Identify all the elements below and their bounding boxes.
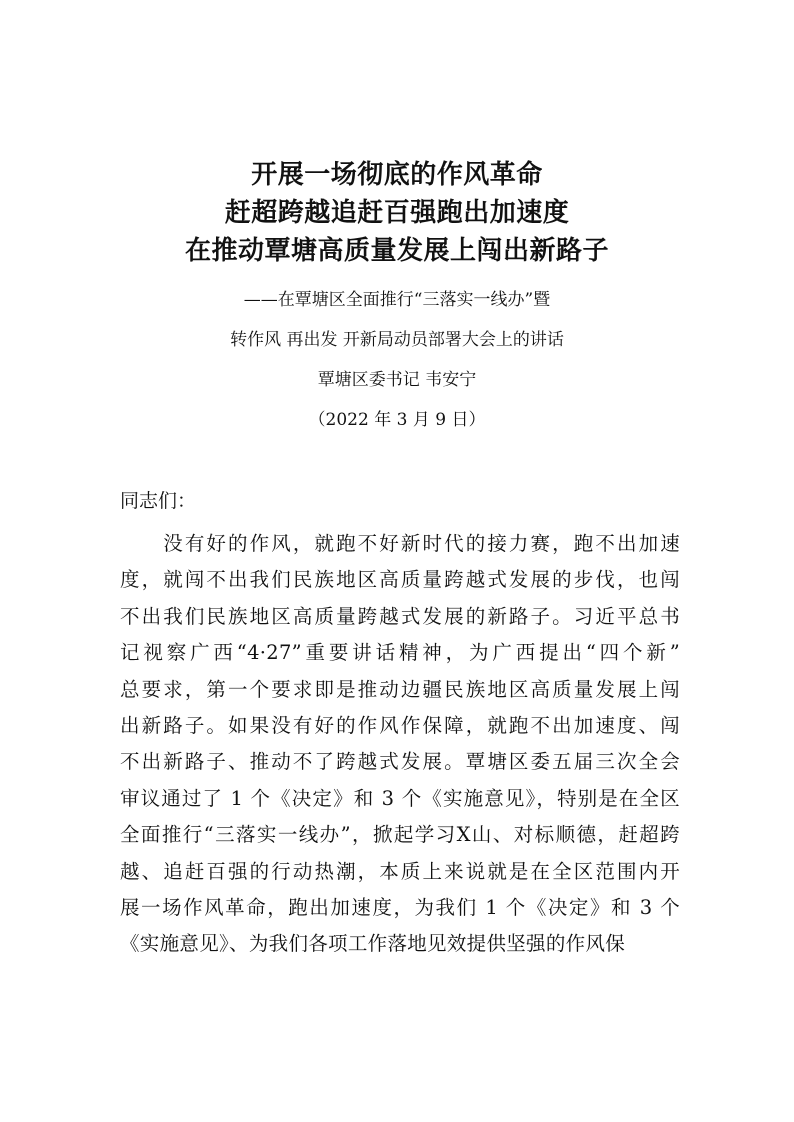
speech-title	[0, 156, 794, 270]
body-line: 《实施意见》、为我们各项工作落地见效提供坚强的作风保	[120, 932, 626, 956]
body-line: 不出我们民族地区高质量跨越式发展的新路子。习近平总书	[120, 604, 680, 628]
greeting: 同志们：	[120, 490, 197, 512]
speaker-line: 覃塘区委书记 韦安宁	[317, 370, 477, 390]
body-line: 展一场作风革命，跑出加速度，为我们 1 个《决定》和 3 个	[120, 896, 680, 920]
body-line: 没有好的作风，就跑不好新时代的接力赛，跑不出加速	[120, 532, 680, 555]
body-line: 审议通过了 1 个《决定》和 3 个《实施意见》，特别是在全区	[120, 786, 680, 810]
date-line: （2022 年 3 月 9 日）	[308, 410, 486, 430]
title-line-2: 赶超跨越追赶百强跑出加速度	[224, 198, 570, 228]
body-line: 全面推行“三落实一线办”，掀起学习X山、对标顺德，赶超跨	[120, 823, 680, 847]
title-line-1: 开展一场彻底的作风革命	[251, 160, 543, 190]
speech-subtitle	[0, 280, 794, 440]
title-line-3: 在推动覃塘高质量发展上闯出新路子	[184, 236, 609, 266]
body-line: 不出新路子、推动不了跨越式发展。覃塘区委五届三次全会	[120, 750, 680, 774]
body-line: 出新路子。如果没有好的作风作保障，就跑不出加速度、闯	[120, 714, 680, 738]
body-line: 度，就闯不出我们民族地区高质量跨越式发展的步伐，也闯	[120, 568, 680, 592]
body-line: 记视察广西“4·27”重要讲话精神，为广西提出“四个新”	[120, 641, 680, 665]
subtitle-occasion-line-2: 转作风 再出发 开新局动员部署大会上的讲话	[230, 330, 564, 350]
body-paragraph	[120, 526, 680, 963]
body-line: 越、追赶百强的行动热潮，本质上来说就是在全区范围内开	[120, 859, 680, 883]
subtitle-occasion-line-1: ——在覃塘区全面推行“三落实一线办”暨	[243, 290, 551, 310]
body-line: 总要求，第一个要求即是推动边疆民族地区高质量发展上闯	[120, 677, 680, 701]
